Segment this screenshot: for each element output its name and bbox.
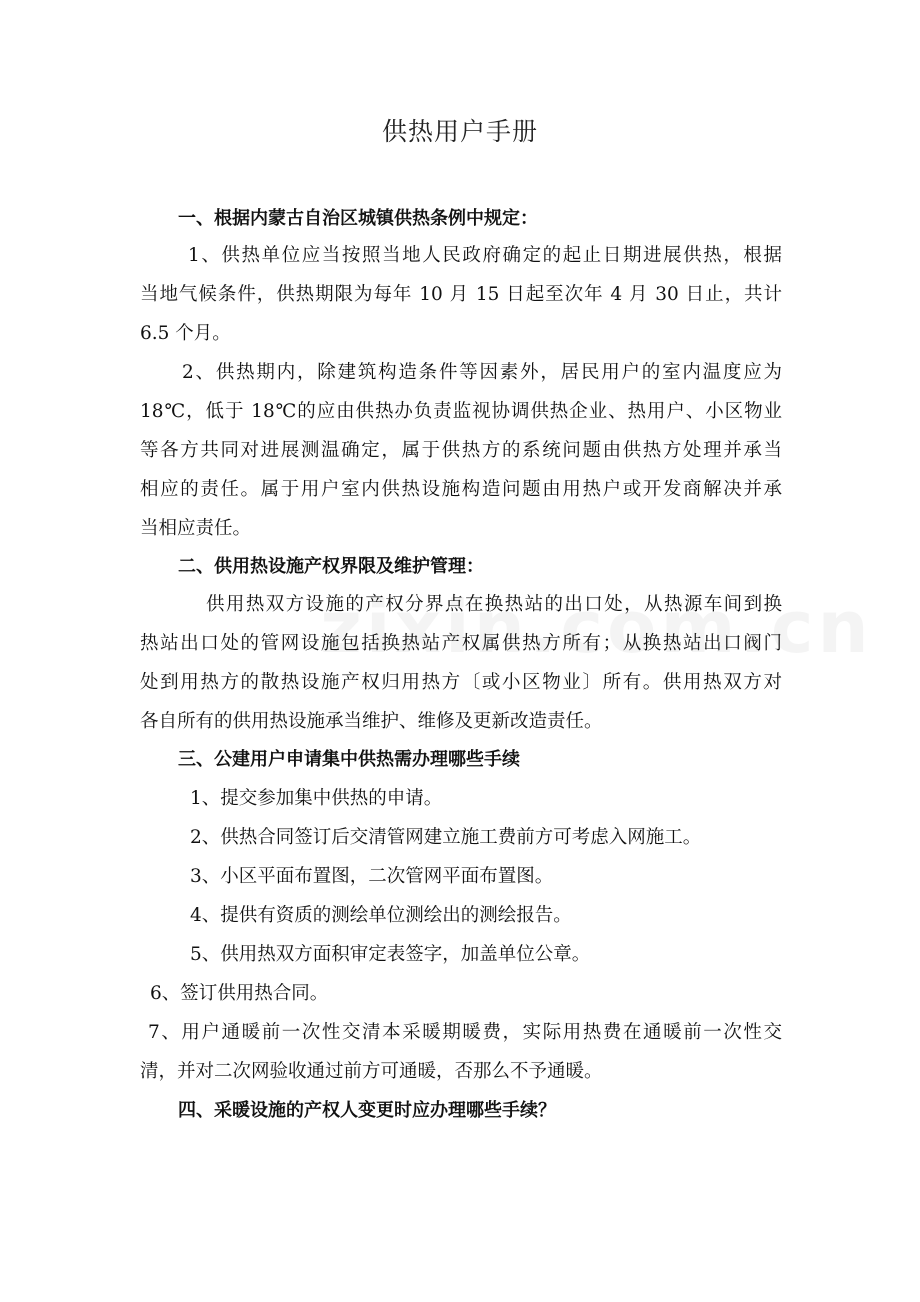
paragraph-line: 1、供热单位应当按照当地人民政府确定的起止日期进展供热，根据: [188, 245, 782, 266]
paragraph-line: 热站出口处的管网设施包括换热站产权属供热方所有；从换热站出口阀门: [140, 633, 782, 654]
paragraph-line: 相应的责任。属于用户室内供热设施构造问题由用热户或开发商解决并承: [140, 479, 782, 500]
paragraph-line: 各自所有的供用热设施承当维护、维修及更新改造责任。: [140, 711, 603, 732]
paragraph-line: 18℃，低于 18℃的应由供热办负责监视协调供热企业、热用户、小区物业: [140, 401, 782, 422]
paragraph-line: 2、供热期内，除建筑构造条件等因素外，居民用户的室内温度应为: [182, 362, 782, 383]
paragraph-line: 等各方共同对进展测温确定，属于供热方的系统问题由供热方处理并承当: [140, 440, 782, 461]
section-heading-4: 四、采暖设施的产权人变更时应办理哪些手续？: [178, 1100, 556, 1121]
paragraph-line: 当相应责任。: [140, 518, 252, 539]
list-item: 3、小区平面布置图，二次管网平面布置图。: [190, 866, 554, 887]
section-heading-3: 三、公建用户申请集中供热需办理哪些手续: [178, 749, 520, 770]
list-item: 2、供热合同签订后交清管网建立施工费前方可考虑入网施工。: [190, 827, 702, 848]
list-item: 6、签订供用热合同。: [150, 983, 329, 1004]
paragraph-line: 当地气候条件，供热期限为每年 10 月 15 日起至次年 4 月 30 日止，共计: [140, 284, 782, 305]
paragraph-line: 处到用热方的散热设施产权归用热方〔或小区物业〕所有。供用热双方对: [140, 672, 782, 693]
list-item: 1、提交参加集中供热的申请。: [190, 788, 443, 809]
list-item: 7、用户通暖前一次性交清本采暖期暖费，实际用热费在通暖前一次性交: [148, 1022, 782, 1043]
document-title: 供热用户手册: [381, 117, 538, 146]
list-item: 5、供用热双方面积审定表签字，加盖单位公章。: [190, 944, 591, 965]
section-heading-1: 一、根据内蒙古自治区城镇供热条例中规定：: [178, 208, 538, 229]
paragraph-line: 6.5 个月。: [140, 323, 231, 344]
list-item: 4、提供有资质的测绘单位测绘出的测绘报告。: [190, 905, 572, 926]
list-item-continued: 清，并对二次网验收通过前方可通暖，否那么不予通暖。: [140, 1061, 603, 1082]
section-heading-2: 二、供用热设施产权界限及维护管理：: [178, 556, 484, 577]
paragraph-line: 供用热双方设施的产权分界点在换热站的出口处，从热源车间到换: [206, 594, 782, 615]
